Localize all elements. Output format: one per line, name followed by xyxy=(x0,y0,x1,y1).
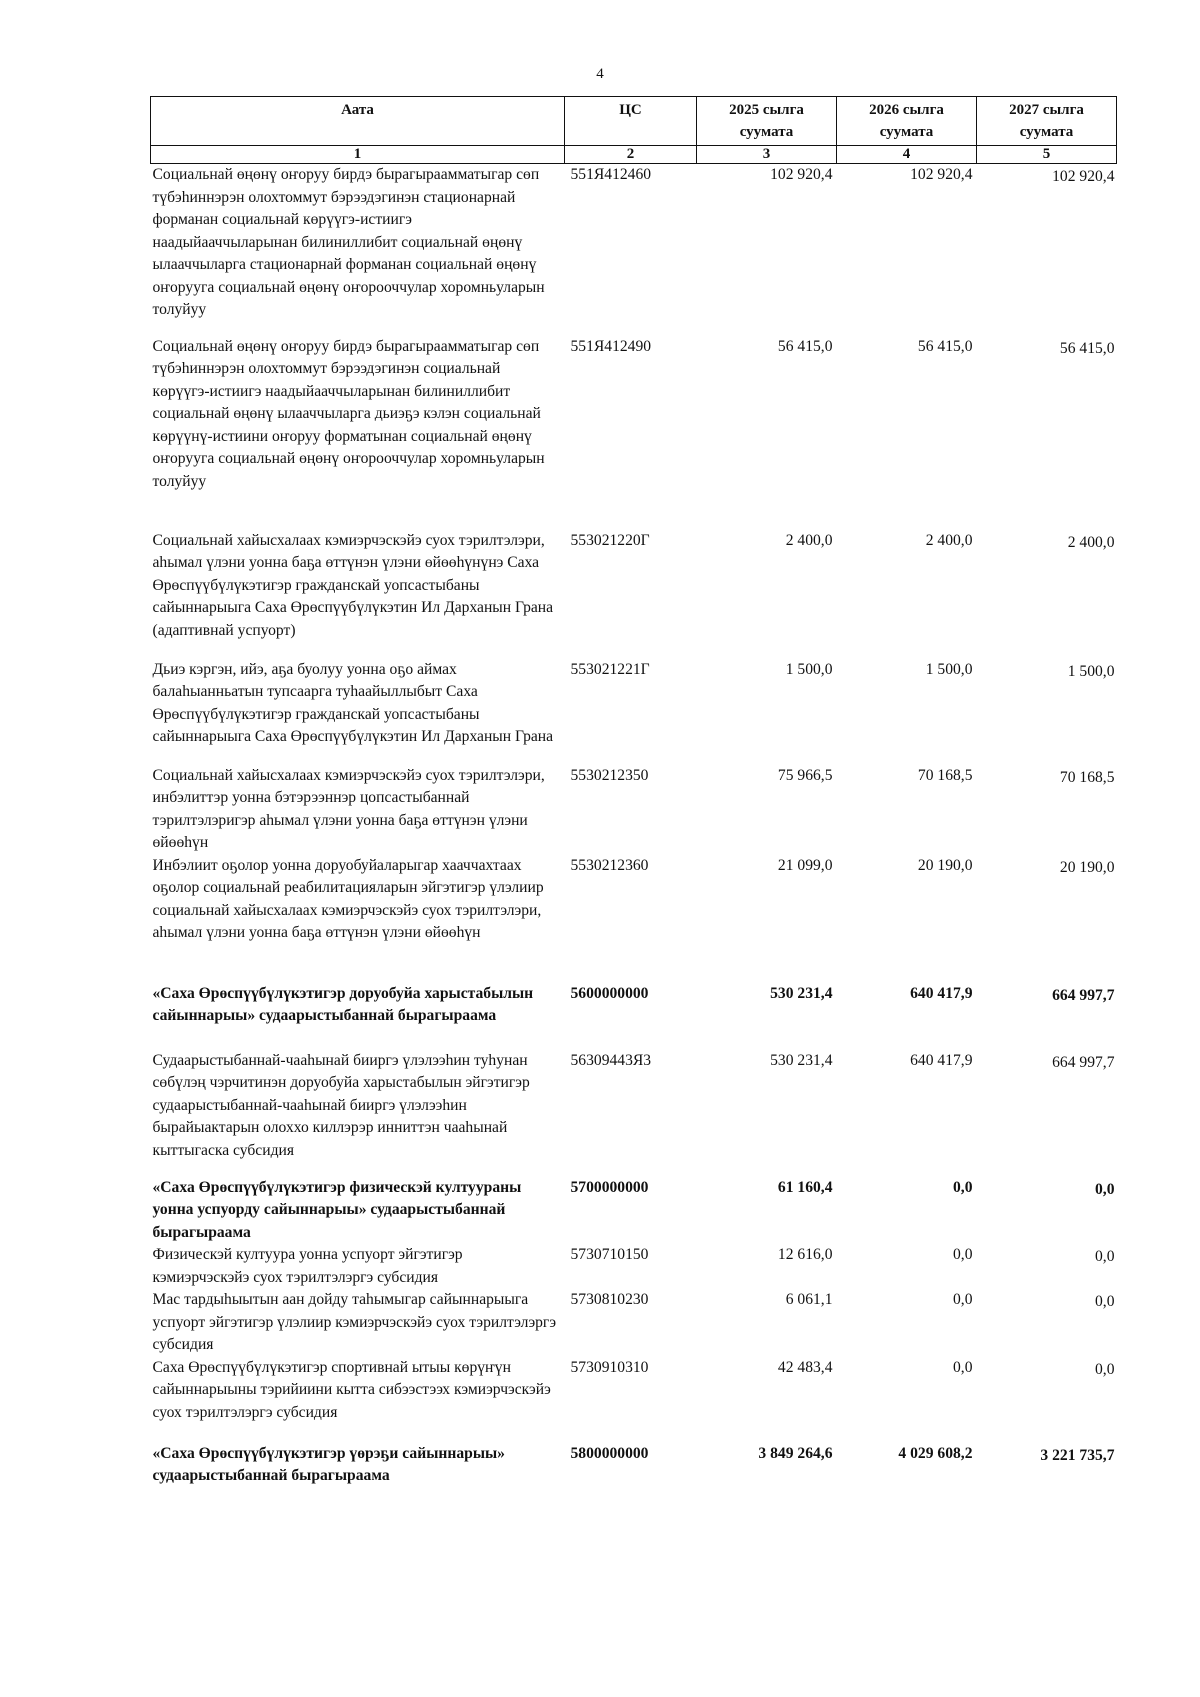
row-name: Мас тардыһыытын аан дойду таһымыгар сайыннарыыга успуорт эйгэтигэр үлэлиир кэмиэрчэскэйэ суох тэрилтэлэргэ субсидия xyxy=(152,1291,557,1353)
row-code: 553021221Г xyxy=(570,660,650,678)
row-name: Социальнай хайысхалаах кэмиэрчэскэйэ суох тэрилтэлэри, аһымал үлэни уонна баҕа өттүнэн үлэни өйөөһүнүнэ Саха Өрөспүүбүлүкэтигэр гражданскай уопсастыбаны сайыннарыыга Саха Өрөспүүбүлүкэтин Ил Дарханын Грана (адаптивнай успуорт) xyxy=(152,531,554,639)
row-value-2027: 0,0 xyxy=(1095,1248,1115,1265)
row-name: Саха Өрөспүүбүлүкэтигэр спортивнай ытыы көрүҥүн сайыннарыыны тэрийиини кытта сибээстээх кэмиэрчэскэйэ суох тэрилтэлэргэ субсидия xyxy=(152,1358,551,1421)
header-2025: 2025 сылга суумата xyxy=(697,97,837,146)
row-value-2026: 2 400,0 xyxy=(925,531,973,549)
column-index: 3 xyxy=(697,146,837,164)
row-value-2026: 0,0 xyxy=(953,1358,973,1376)
row-code: 5530212360 xyxy=(570,856,649,874)
row-name: «Саха Өрөспүүбүлүкэтигэр үөрэҕи сайыннарыы» судаарыстыбаннай бырагыраама xyxy=(152,1444,505,1484)
row-value-2027: 102 920,4 xyxy=(1052,168,1115,185)
column-index: 4 xyxy=(837,146,977,164)
row-code: 5530212350 xyxy=(570,766,649,784)
table-row xyxy=(151,659,1117,765)
row-value-2027: 0,0 xyxy=(1095,1293,1115,1310)
table-row xyxy=(151,1443,1117,1493)
row-value-2025: 6 061,1 xyxy=(785,1291,833,1308)
row-name: Инбэлиит оҕолор уонна доруобуйаларыгар хааччахтаах оҕолор социальнай реабилитацияларын эйгэтигэр үлэлиир социальнай хайысхалаах кэмиэрчэскэйэ суох тэрилтэлэри, аһымал үлэни уонна баҕа өттүнэн үлэни өйөөһүн xyxy=(152,856,544,941)
header-2026: 2026 сылга суумата xyxy=(837,97,977,146)
row-name: «Саха Өрөспүүбүлүкэтигэр физическэй култуураны уонна успуорду сайыннарыы» судаарыстыбаннай бырагыраама xyxy=(152,1178,522,1241)
row-code: 553021220Г xyxy=(570,531,650,549)
row-value-2027: 1 500,0 xyxy=(1067,662,1115,680)
row-value-2026: 640 417,9 xyxy=(910,1051,973,1069)
row-value-2026: 640 417,9 xyxy=(910,984,973,1002)
row-value-2026: 4 029 608,2 xyxy=(898,1444,973,1462)
row-value-2027: 664 997,7 xyxy=(1052,986,1115,1004)
row-value-2025: 530 231,4 xyxy=(770,1051,833,1069)
table-row xyxy=(151,1357,1117,1443)
row-code: 551Я412490 xyxy=(570,337,652,355)
column-index-row xyxy=(151,146,1117,164)
header-name: Аата xyxy=(151,97,565,146)
table-body xyxy=(151,164,1117,1493)
row-value-2025: 42 483,4 xyxy=(777,1358,833,1376)
table-row xyxy=(151,1244,1117,1289)
row-value-2025: 61 160,4 xyxy=(777,1178,833,1196)
row-value-2026: 0,0 xyxy=(953,1246,973,1263)
row-name: «Саха Өрөспүүбүлүкэтигэр доруобуйа харыстабылын сайыннарыы» судаарыстыбаннай бырагыраама xyxy=(152,984,534,1024)
page-number: 4 xyxy=(596,66,604,82)
row-value-2027: 3 221 735,7 xyxy=(1040,1446,1115,1464)
table-row xyxy=(151,1050,1117,1177)
row-name: Дьиэ кэргэн, ийэ, аҕа буолуу уонна оҕо аймах балаһыанньатын тупсаарга туһаайыллыбыт Саха Өрөспүүбүлүкэтигэр гражданскай уопсастыбаны сайыннарыыга Саха Өрөспүүбүлүкэтин Ил Дарханын Грана xyxy=(152,660,554,745)
header-2027: 2027 сылга суумата xyxy=(977,97,1117,146)
row-value-2025: 56 415,0 xyxy=(777,337,833,355)
table-row xyxy=(151,765,1117,855)
row-code: 5700000000 xyxy=(570,1178,649,1196)
row-name: Физическэй култуура уонна успуорт эйгэтигэр кэмиэрчэскэйэ суох тэрилтэлэргэ субсидия xyxy=(152,1246,463,1286)
row-value-2025: 2 400,0 xyxy=(785,531,833,549)
row-code: 5730710150 xyxy=(570,1246,649,1263)
row-value-2026: 0,0 xyxy=(953,1291,973,1308)
table-header-row xyxy=(151,97,1117,146)
row-name: Социальнай өңөнү оҥоруу бирдэ бырагыраамматыгар сөп түбэһиннэрэн олохтоммут бэрээдэгинэн социальнай көрүүгэ-истиигэ наадыйааччыларынан билиниллибит социальнай өңөнү ылааччыларга дьиэҕэ кэлэн социальнай көрүүнү-истиини оҥоруу форматынан социальнай өңөнү оҥорууга социальнай өңөнү оҥорооччулар хоромньуларын толуйуу xyxy=(152,337,545,490)
row-value-2025: 530 231,4 xyxy=(770,984,833,1002)
row-value-2026: 20 190,0 xyxy=(917,856,973,874)
row-value-2026: 70 168,5 xyxy=(917,766,973,784)
row-value-2026: 0,0 xyxy=(953,1178,973,1196)
row-name: Социальнай хайысхалаах кэмиэрчэскэйэ суох тэрилтэлэри, инбэлиттэр уонна бэтэрээннэр цопсастыбаннай тэрилтэлэригэр аһымал үлэни уонна баҕа өттүнэн үлэни өйөөһүн xyxy=(152,766,545,851)
row-value-2027: 56 415,0 xyxy=(1059,339,1115,357)
row-value-2027: 664 997,7 xyxy=(1052,1053,1115,1071)
row-value-2027: 20 190,0 xyxy=(1059,858,1115,876)
row-value-2025: 12 616,0 xyxy=(777,1246,833,1263)
row-value-2027: 70 168,5 xyxy=(1059,768,1115,786)
table-row xyxy=(151,530,1117,659)
row-value-2027: 2 400,0 xyxy=(1067,533,1115,551)
row-code: 5730910310 xyxy=(570,1358,649,1376)
row-value-2026: 56 415,0 xyxy=(917,337,973,355)
row-value-2026: 102 920,4 xyxy=(910,166,973,183)
table-row xyxy=(151,1177,1117,1245)
column-index: 5 xyxy=(977,146,1117,164)
row-value-2027: 0,0 xyxy=(1095,1360,1115,1378)
row-name: Судаарыстыбаннай-чааһынай бииргэ үлэлээһин туһунан сөбүлэң чэрчитинэн доруобуйа харыстабылын эйгэтигэр судаарыстыбаннай-чааһынай бииргэ үлэлээһин бырайыактарын олоххо киллэрэр инниттэн чааһынай кыттыгаска субсидия xyxy=(152,1051,530,1159)
row-value-2025: 3 849 264,6 xyxy=(758,1444,833,1462)
row-value-2025: 21 099,0 xyxy=(777,856,833,874)
budget-table xyxy=(150,96,1117,1493)
row-code: 5800000000 xyxy=(570,1444,649,1462)
row-value-2027: 0,0 xyxy=(1095,1180,1115,1198)
column-index: 2 xyxy=(565,146,697,164)
header-code: ЦС xyxy=(565,97,697,146)
row-code: 5600000000 xyxy=(570,984,649,1002)
column-index: 1 xyxy=(151,146,565,164)
table-row xyxy=(151,336,1117,530)
row-value-2025: 75 966,5 xyxy=(777,766,833,784)
row-value-2026: 1 500,0 xyxy=(925,660,973,678)
row-code: 56309443Я3 xyxy=(570,1051,652,1069)
row-name: Социальнай өңөнү оҥоруу бирдэ бырагыраамматыгар сөп түбэһиннэрэн олохтоммут бэрээдэгинэн стационарнай форманан социальнай көрүүгэ-истиигэ наадыйааччыларынан билиниллибит социальнай өңөнү ылааччыларга стационарнай форманан социальнай өңөнү оҥорууга социальнай өңөнү оҥорооччулар хоромньуларын толуйуу xyxy=(152,166,545,318)
row-value-2025: 102 920,4 xyxy=(770,166,833,183)
table-row xyxy=(151,983,1117,1050)
table-row xyxy=(151,1289,1117,1357)
table-row xyxy=(151,164,1117,336)
row-code: 5730810230 xyxy=(570,1291,649,1308)
row-value-2025: 1 500,0 xyxy=(785,660,833,678)
table-row xyxy=(151,855,1117,983)
row-code: 551Я412460 xyxy=(570,166,652,183)
